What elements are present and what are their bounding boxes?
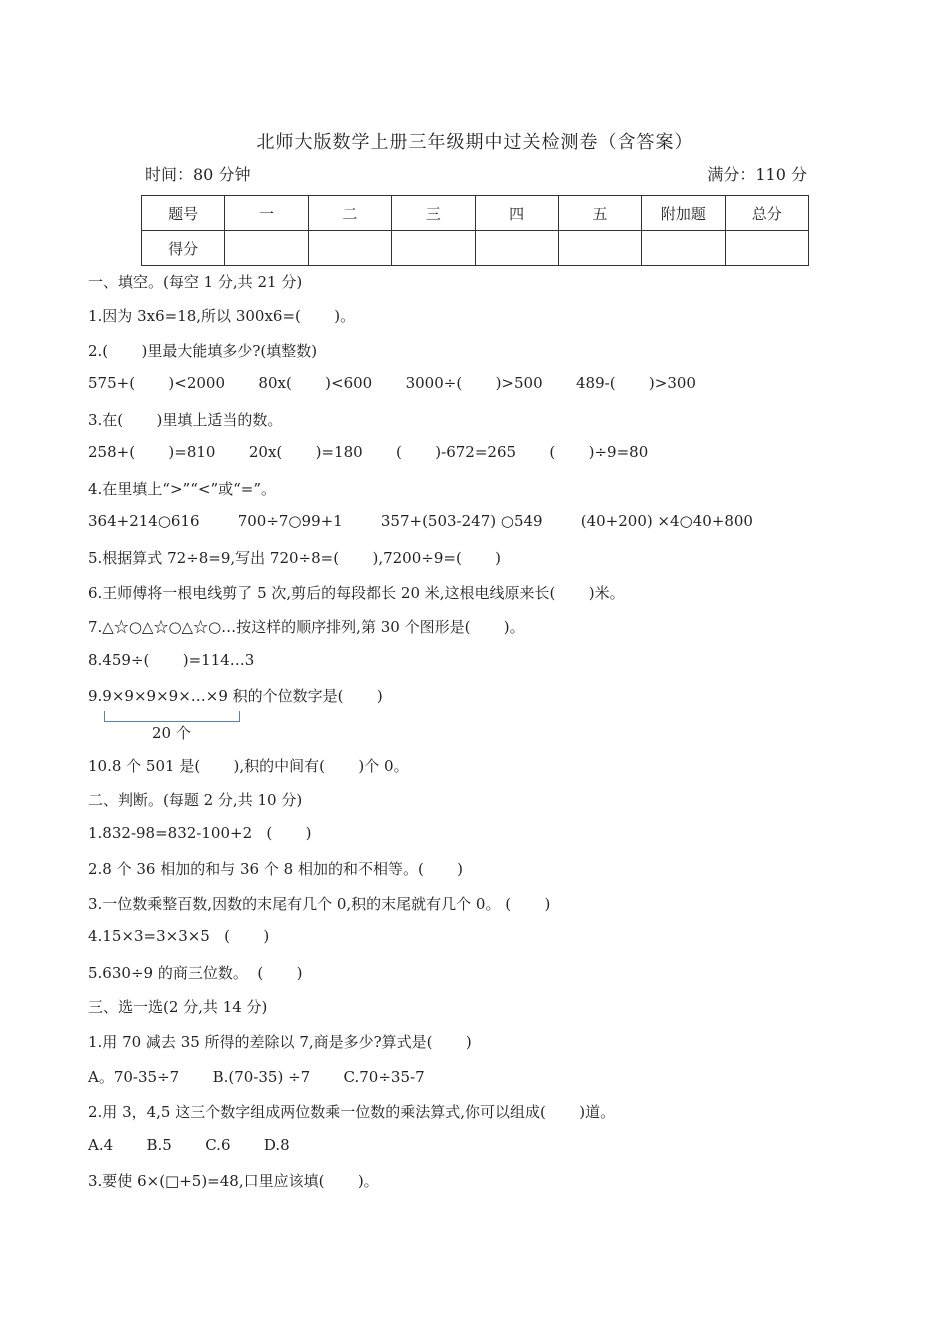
score-input-cell[interactable] xyxy=(308,231,391,266)
score-input-cell[interactable] xyxy=(642,231,725,266)
score-table-score-row xyxy=(142,231,809,266)
question-line: 6.王师傅将一根电线剪了 5 次,剪后的每段都长 20 米,这根电线原来长( )米。 xyxy=(88,584,625,602)
score-table xyxy=(141,195,809,266)
question-line: 4.在里填上“>”“<”或“=”。 xyxy=(88,480,277,498)
question-line: 3.要使 6×(□+5)=48,口里应该填( )。 xyxy=(88,1172,379,1190)
section-1-heading: 一、填空。(每空 1 分,共 21 分) xyxy=(88,273,303,291)
score-header-cell: 一 xyxy=(225,196,308,231)
question-line: 1.832-98=832-100+2 ( ) xyxy=(88,824,312,842)
underbrace xyxy=(104,711,240,722)
question-line: 1.因为 3x6=18,所以 300x6=( )。 xyxy=(88,307,356,325)
paper-title: 北师大版数学上册三年级期中过关检测卷（含答案） xyxy=(256,132,694,153)
question-line: 7.△☆○△☆○△☆○…按这样的顺序排列,第 30 个图形是( )。 xyxy=(88,618,525,636)
answer-options: A.4 B.5 C.6 D.8 xyxy=(88,1136,290,1154)
question-line: 9.9×9×9×9×…×9 积的个位数字是( ) xyxy=(88,687,383,705)
score-header-cell: 附加题 xyxy=(642,196,725,231)
score-header-cell: 四 xyxy=(475,196,558,231)
question-line: 2.( )里最大能填多少?(填整数) xyxy=(88,342,318,360)
question-line: 8.459÷( )=114…3 xyxy=(88,651,255,669)
underbrace-label: 20 个 xyxy=(152,724,191,742)
section-2-heading: 二、判断。(每题 2 分,共 10 分) xyxy=(88,791,303,809)
question-line: 258+( )=810 20x( )=180 ( )-672=265 ( )÷9=80 xyxy=(88,443,649,461)
score-input-cell[interactable] xyxy=(725,231,808,266)
answer-options: A。70-35÷7 B.(70-35) ÷7 C.70÷35-7 xyxy=(88,1068,425,1086)
score-header-cell: 题号 xyxy=(142,196,225,231)
score-input-cell[interactable] xyxy=(392,231,475,266)
score-input-cell[interactable] xyxy=(558,231,641,266)
score-input-cell[interactable] xyxy=(475,231,558,266)
question-line: 575+( )<2000 80x( )<600 3000÷( )>500 489-( )>300 xyxy=(88,374,696,392)
question-line: 5.根据算式 72÷8=9,写出 720÷8=( ),7200÷9=( ) xyxy=(88,549,502,567)
section-3-heading: 三、选一选(2 分,共 14 分) xyxy=(88,998,268,1016)
question-line: 2.8 个 36 相加的和与 36 个 8 相加的和不相等。( ) xyxy=(88,860,464,878)
score-header-cell: 总分 xyxy=(725,196,808,231)
score-header-cell: 三 xyxy=(392,196,475,231)
question-line: 3.在( )里填上适当的数。 xyxy=(88,411,283,429)
question-line: 5.630÷9 的商三位数。 ( ) xyxy=(88,964,303,982)
question-line: 364+214○616 700÷7○99+1 357+(503-247) ○549 (40+200) ×4○40+800 xyxy=(88,512,753,530)
score-header-cell: 二 xyxy=(308,196,391,231)
question-line: 1.用 70 减去 35 所得的差除以 7,商是多少?算式是( ) xyxy=(88,1033,472,1051)
exam-time: 时间：80 分钟 xyxy=(145,165,251,184)
score-header-cell: 五 xyxy=(558,196,641,231)
question-line: 4.15×3=3×3×5 ( ) xyxy=(88,927,270,945)
score-table-header-row xyxy=(142,196,809,231)
score-input-cell[interactable] xyxy=(225,231,308,266)
question-line: 2.用 3，4,5 这三个数字组成两位数乘一位数的乘法算式,你可以组成( )道。 xyxy=(88,1103,616,1121)
full-score: 满分：110 分 xyxy=(707,165,807,184)
question-line: 3.一位数乘整百数,因数的末尾有几个 0,积的末尾就有几个 0。 ( ) xyxy=(88,895,551,913)
score-row-label: 得分 xyxy=(142,231,225,266)
question-line: 10.8 个 501 是( ),积的中间有( )个 0。 xyxy=(88,757,409,775)
